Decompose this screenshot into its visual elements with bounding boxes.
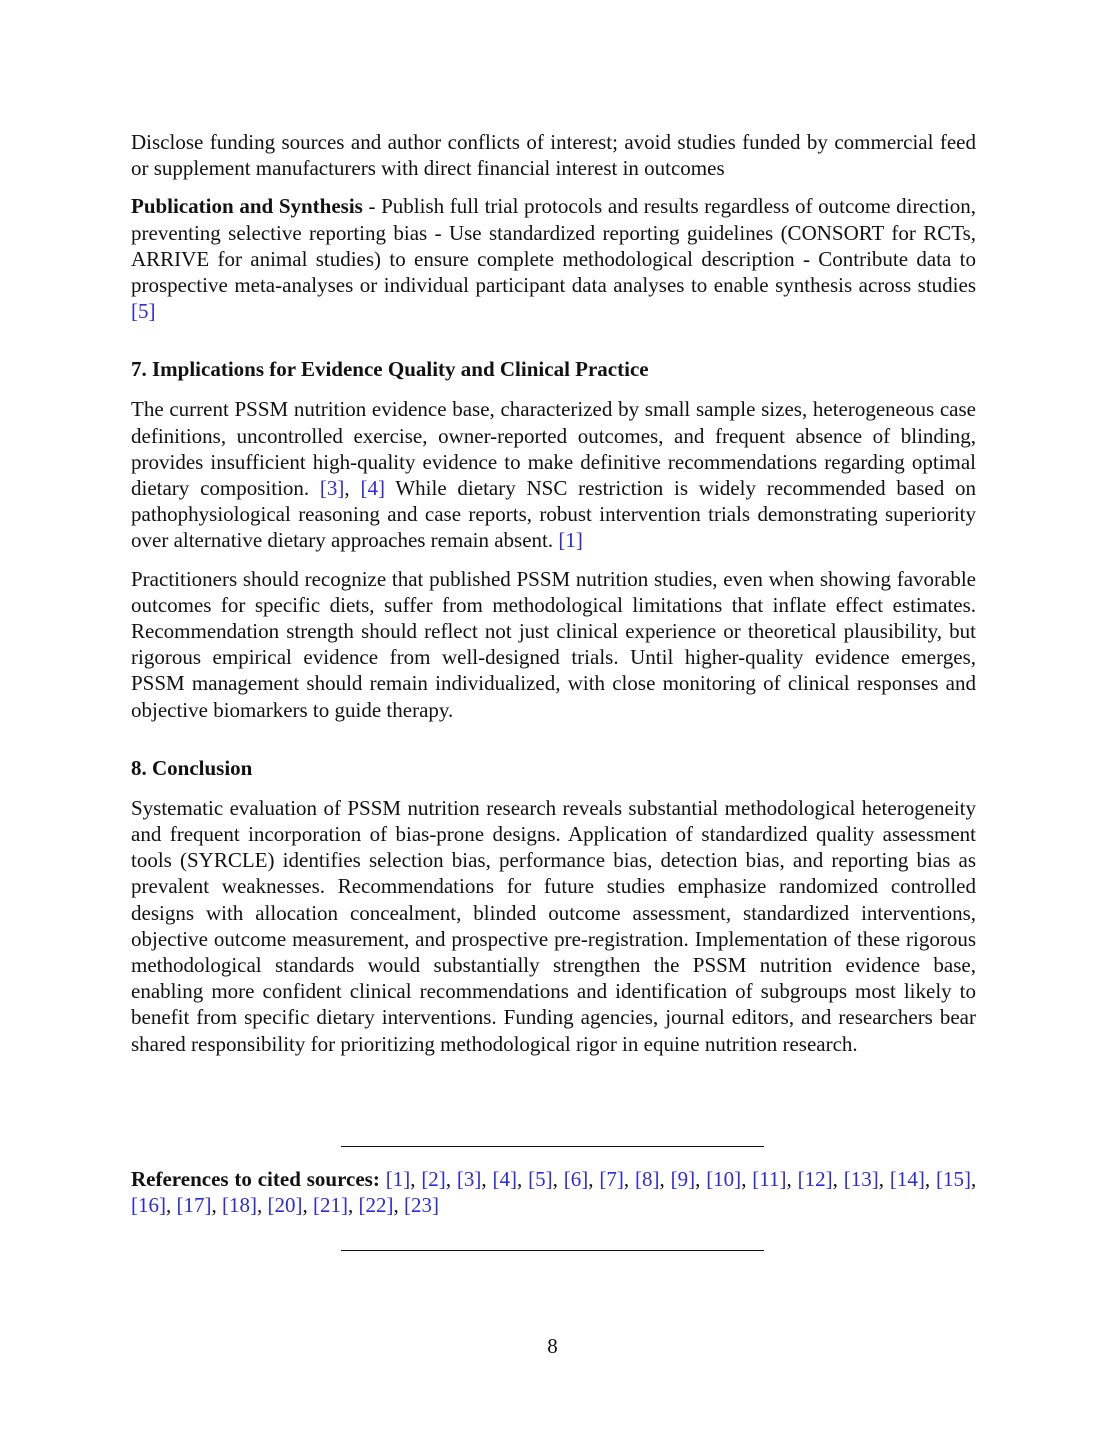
- reference-link[interactable]: [7]: [599, 1167, 624, 1191]
- publication-synthesis-paragraph: Publication and Synthesis - Publish full trial protocols and results regardless of outcome direction, preventing selective reporting bias - Use standardized reporting guidelines (CONSORT for RCTs, ARRIVE for animal studies) to ensure complete methodological description - Contribute data to prospective meta-analyses or individual participant data analyses to enable synthesis across studies [5]: [131, 194, 976, 324]
- reference-link[interactable]: [15]: [935, 1167, 971, 1191]
- citation-link[interactable]: [1]: [558, 528, 583, 553]
- reference-link[interactable]: [10]: [706, 1167, 742, 1191]
- reference-link[interactable]: [1]: [385, 1167, 411, 1191]
- reference-link[interactable]: [21]: [313, 1193, 348, 1218]
- continuation-paragraph: Disclose funding sources and author conflicts of interest; avoid studies funded by commercial feed or supplement manufacturers with direct financial interest in outcomes: [131, 130, 976, 181]
- references-paragraph: [131, 1166, 976, 1218]
- reference-link[interactable]: [18]: [222, 1193, 257, 1218]
- citation-link[interactable]: [5]: [131, 299, 156, 324]
- references-block: [131, 1166, 976, 1218]
- citation-link[interactable]: [3]: [319, 476, 345, 501]
- citation-link[interactable]: [4]: [360, 476, 385, 501]
- reference-link[interactable]: [12]: [797, 1167, 833, 1191]
- reference-link[interactable]: [17]: [176, 1193, 212, 1218]
- reference-link[interactable]: [9]: [670, 1167, 696, 1191]
- reference-link[interactable]: [11]: [752, 1167, 787, 1191]
- reference-link[interactable]: [13]: [843, 1167, 879, 1191]
- divider-top: [341, 1146, 764, 1147]
- reference-link[interactable]: [22]: [358, 1193, 394, 1218]
- section-7-paragraph-2: Practitioners should recognize that published PSSM nutrition studies, even when showing favorable outcomes for specific diets, suffer from methodological limitations that inflate effect estimates. Recommendation strength should reflect not just clinical experience or theoretical plausibility, but rigorous empirical evidence from well-designed trials. Until higher-quality evidence emerges, PSSM management should remain individualized, with close monitoring of clinical responses and objective biomarkers to guide therapy.: [131, 566, 976, 722]
- reference-link[interactable]: [3]: [456, 1167, 482, 1191]
- reference-link[interactable]: [8]: [634, 1167, 660, 1191]
- reference-link[interactable]: [23]: [404, 1193, 439, 1218]
- divider-bottom: [341, 1250, 764, 1251]
- page-number: 8: [547, 1334, 558, 1358]
- publication-synthesis-label: Publication and Synthesis: [131, 194, 363, 219]
- page-content: [131, 129, 976, 1057]
- section-7-heading: 7. Implications for Evidence Quality and Clinical Practice: [131, 357, 649, 382]
- reference-link[interactable]: [20]: [267, 1193, 303, 1218]
- section-7-paragraph-1: The current PSSM nutrition evidence base, characterized by small sample sizes, heterogeneous case definitions, uncontrolled exercise, owner-reported outcomes, and frequent absence of blinding, provides insufficient high-quality evidence to make definitive recommendations regarding optimal dietary composition. [3], [4] While dietary NSC restriction is widely recommended based on pathophysiological reasoning and case reports, robust intervention trials demonstrating superiority over alternative dietary approaches remain absent. [1]: [131, 397, 977, 553]
- reference-link[interactable]: [2]: [421, 1167, 446, 1191]
- reference-link[interactable]: [16]: [131, 1193, 166, 1218]
- reference-link[interactable]: [4]: [492, 1167, 518, 1191]
- reference-list: [1], [2], [3], [4], [5], [6], [7], [8], [9], [10], [11], [12], [13], [14], [15], [16], [17], [18], [20], [21], [22], [23]: [131, 1167, 977, 1218]
- references-label: References to cited sources:: [131, 1167, 380, 1191]
- reference-link[interactable]: [14]: [889, 1167, 925, 1191]
- section-8-heading: 8. Conclusion: [131, 755, 253, 780]
- section-8-paragraph-1: Systematic evaluation of PSSM nutrition research reveals substantial methodological heterogeneity and frequent incorporation of bias-prone designs. Application of standardized quality assessment tools (SYRCLE) identifies selection bias, performance bias, detection bias, and reporting bias as prevalent weaknesses. Recommendations for future studies emphasize randomized controlled designs with allocation concealment, blinded outcome assessment, standardized interventions, objective outcome measurement, and prospective pre-registration. Implementation of these rigorous methodological standards would substantially strengthen the PSSM nutrition evidence base, enabling more confident clinical recommendations and identification of subgroups most likely to benefit from specific dietary interventions. Funding agencies, journal editors, and researchers bear shared responsibility for prioritizing methodological rigor in equine nutrition research.: [131, 795, 976, 1056]
- reference-link[interactable]: [6]: [563, 1167, 589, 1191]
- reference-link[interactable]: [5]: [528, 1167, 553, 1191]
